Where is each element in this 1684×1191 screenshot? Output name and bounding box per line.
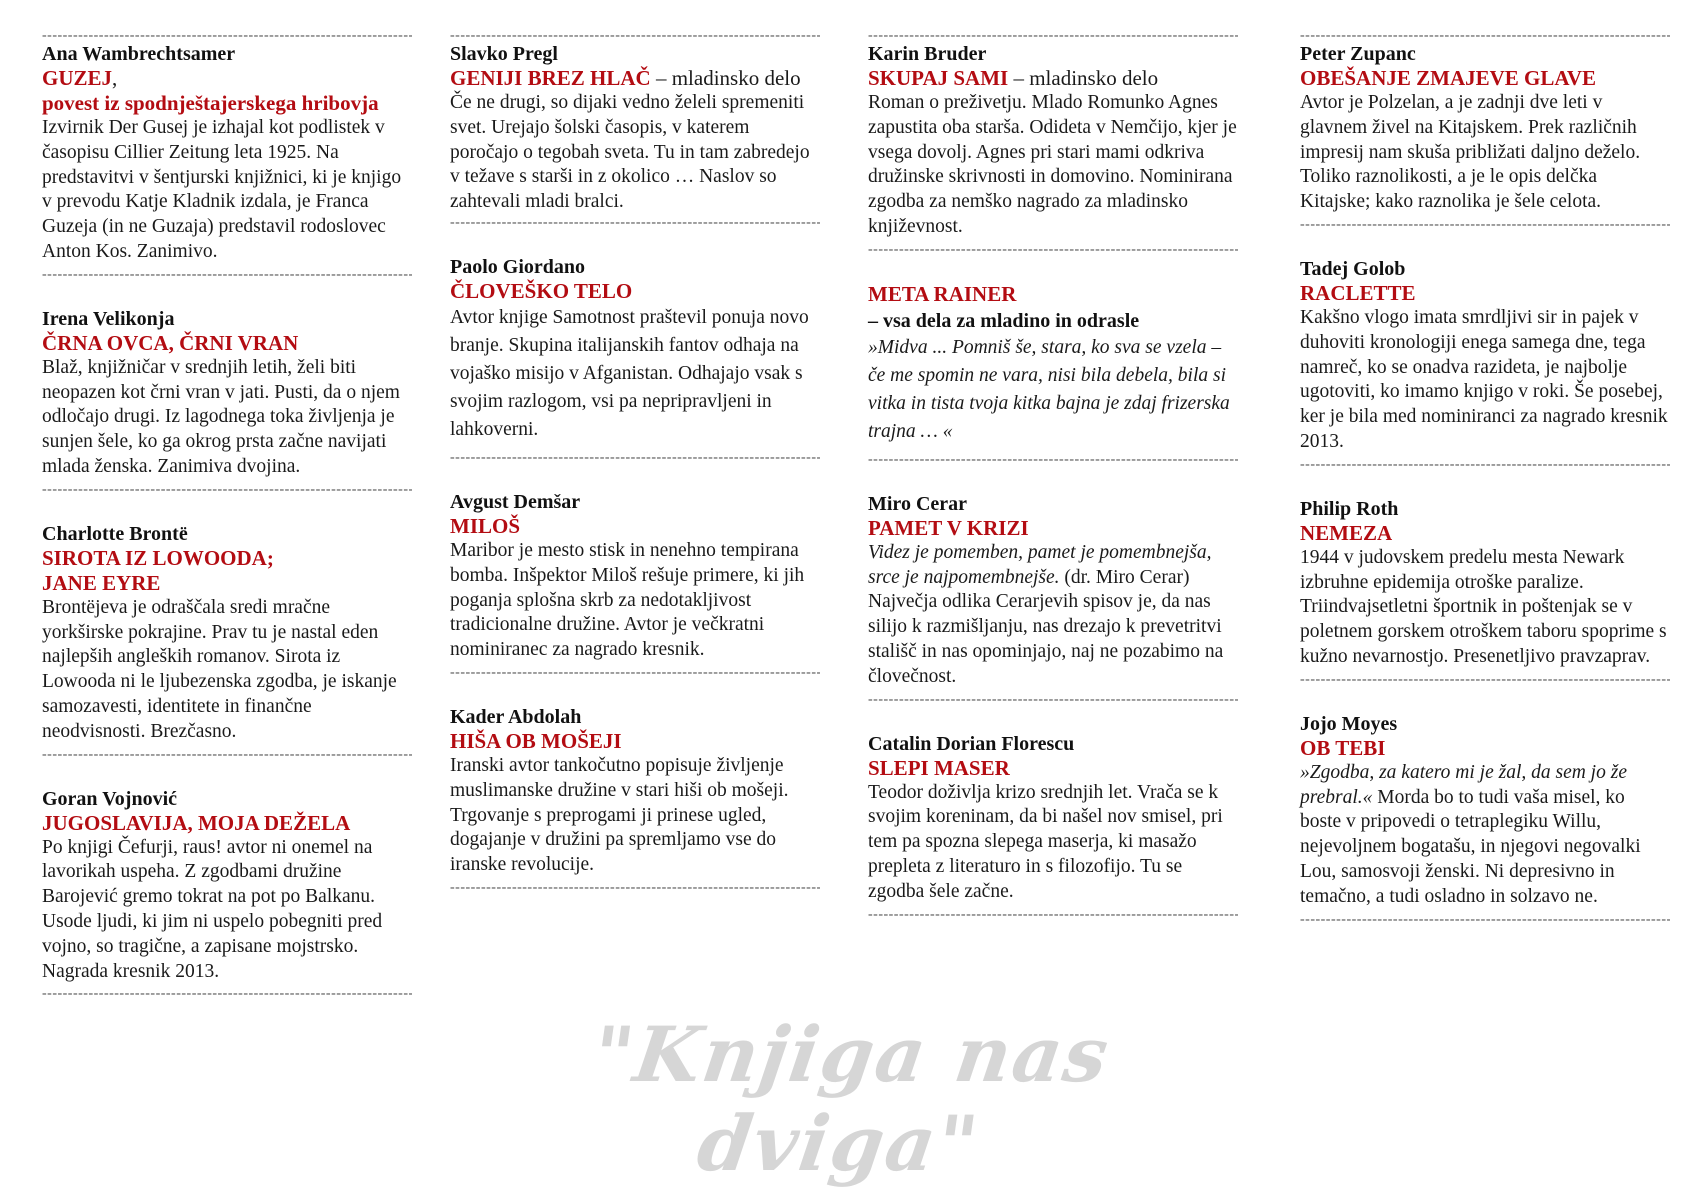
dashed-divider	[42, 988, 412, 1000]
dashed-divider	[450, 30, 820, 42]
spacer	[42, 761, 412, 787]
book-subtitle: povest iz spodnještajerskega hribovja	[42, 91, 379, 115]
book-description: 1944 v judovskem predelu mesta Newark izbruhne epidemija otroške paralize. Triindvajsetletni športnik in poštenjak se v poletnem gorskem otroškem taboru spoprime s kužno nevarnostjo. Presenetljivo pravzaprav.	[1300, 546, 1667, 667]
book-title: SIROTA IZ LOWOODA;	[42, 545, 274, 570]
book-author: Jojo Moyes	[1300, 712, 1398, 735]
dashed-divider	[42, 484, 412, 496]
dashed-divider	[868, 909, 1238, 921]
book-title: PAMET V KRIZI	[868, 515, 1029, 540]
book-author: Philip Roth	[1300, 497, 1399, 520]
book-author: Tadej Golob	[1300, 257, 1406, 280]
book-title	[450, 66, 820, 91]
book-entry	[1300, 497, 1670, 670]
book-title-text: GUZEJ	[42, 66, 113, 90]
dashed-divider	[1300, 674, 1670, 686]
book-title: ČLOVEŠKO TELO	[450, 278, 633, 303]
book-entry	[868, 732, 1238, 905]
book-title: OBEŠANJE ZMAJEVE GLAVE	[1300, 66, 1597, 90]
book-description: Brontëjeva je odraščala sredi mračne yorkširske pokrajine. Prav tu je nastal eden najlepših angleških romanov. Sirota iz Lowooda ni le ljubezenska zgodba, je iskanje samozavesti, identitete in finančne neodvisnosti. Brezčasno.	[42, 596, 397, 742]
book-entry	[450, 255, 820, 444]
book-entry	[450, 42, 820, 215]
book-description-text: Morda bo to tudi vaša misel, ko boste v pripovedi o tetraplegiku Willu, nejevoljnem bogatašu, in njegovi negovalki Lou, samosvoji ženski. Ni depresivno in temačno, a tudi osladno in solzavo ne.	[1300, 786, 1641, 907]
book-genre: – mladinsko delo	[650, 66, 801, 90]
book-entry	[868, 42, 1238, 240]
book-description: Blaž, knjižničar v srednjih letih, želi biti neopazen kot črni vran v jati. Pusti, da o njem odločajo drugi. Iz lagodnega toka življenja je sunjen šele, ko ga okrog prsta začne navijati mlada ženska. Zanimiva dvojina.	[42, 356, 400, 477]
book-description: Iranski avtor tankočutno popisuje življenje muslimanske družine v stari hiši ob mošeji. Trgovanje s preprogami ji prinese ugled, dogajanje v družini pa spremljamo vse do iranske revolucije.	[450, 754, 789, 876]
book-author: Avgust Demšar	[450, 490, 581, 513]
spacer	[1300, 686, 1670, 712]
book-description	[868, 541, 1238, 690]
book-title-text: GENIJI BREZ HLAČ	[450, 66, 651, 90]
book-title: ČRNA OVCA, ČRNI VRAN	[42, 330, 299, 355]
book-entry	[868, 282, 1238, 446]
slogan-watermark: "Knjiga nas dviga"	[587, 1010, 1116, 1188]
spacer	[42, 281, 412, 307]
dashed-divider	[450, 452, 820, 464]
column-4	[1300, 30, 1670, 926]
dashed-divider	[868, 30, 1238, 42]
book-author: Peter Zupanc	[1300, 43, 1416, 65]
book-description: Maribor je mesto stisk in nenehno tempirana bomba. Inšpektor Miloš rešuje primere, ki jih poganja splošna skrb za nedotakljivost tradicionalne družine. Avtor je večkratni nominiranec za nagrado kresnik.	[450, 539, 805, 661]
book-author: Karin Bruder	[868, 43, 987, 65]
book-entry	[450, 490, 820, 663]
book-author: Goran Vojnović	[42, 787, 178, 810]
dashed-divider	[450, 882, 820, 894]
book-title: MILOŠ	[450, 513, 521, 538]
book-title	[868, 66, 1238, 91]
book-author: Slavko Pregl	[450, 43, 558, 65]
column-2	[450, 30, 820, 894]
book-title-comma: ,	[112, 66, 118, 90]
spacer	[868, 706, 1238, 732]
column-3	[868, 30, 1238, 921]
book-author: Charlotte Brontë	[42, 522, 188, 545]
book-description: Roman o preživetju. Mlado Romunko Agnes zapustita oba starša. Odideta v Nemčijo, kjer je vsega dovolj. Agnes pri stari mami odkriva družinske skrivnosti in domovino. Nominirana zgodba za nemško nagrado za mladinsko književnost.	[868, 92, 1237, 237]
book-description: Po knjigi Čefurji, raus! avtor ni onemel na lavorikah uspeha. Z zgodbami družine Barojević gremo tokrat na pot po Balkanu. Usode ljudi, ki jim ni uspelo pobegniti pred vojno, so tragične, a zapisane mojstrsko. Nagrada kresnik 2013.	[42, 836, 383, 982]
dashed-divider	[868, 454, 1238, 466]
spacer	[868, 466, 1238, 492]
book-author: Ana Wambrechtsamer	[42, 43, 236, 65]
book-author: Irena Velikonja	[42, 307, 175, 330]
dashed-divider	[42, 269, 412, 281]
book-title	[42, 66, 412, 91]
book-title: RACLETTE	[1300, 280, 1416, 305]
book-description: Teodor doživlja krizo srednjih let. Vrača se k svojim koreninam, da bi našel nov smisel, pri tem pa spozna slepega maserja, ki masažo prepleta z literaturo in s filozofijo. Tu se zgodba šele začne.	[868, 781, 1223, 902]
book-title: NEMEZA	[1300, 520, 1393, 545]
spacer	[450, 679, 820, 705]
poem-quote: »Midva ... Pomniš še, stara, ko sva se vzela – če me spomin ne vara, nisi bila debela, bila si vitka in tista tvoja kitka bajna je zdaj frizerska trajna … «	[868, 336, 1230, 442]
book-quote: Videz je pomemben, pamet je pomembnejša, srce je najpomembnejše.	[868, 541, 1212, 588]
book-genre: – mladinsko delo	[1008, 66, 1159, 90]
column-1	[42, 30, 412, 1000]
dashed-divider	[1300, 219, 1670, 231]
book-entry	[42, 42, 412, 265]
book-description	[1300, 761, 1670, 910]
book-author: Miro Cerar	[868, 492, 968, 515]
book-entry	[42, 522, 412, 745]
book-author: Kader Abdolah	[450, 705, 582, 728]
book-title-text: SKUPAJ SAMI	[868, 66, 1009, 90]
dashed-divider	[450, 667, 820, 679]
book-title: HIŠA OB MOŠEJI	[450, 728, 622, 753]
dashed-divider	[868, 244, 1238, 256]
book-description: Izvirnik Der Gusej je izhajal kot podlistek v časopisu Cillier Zeitung leta 1925. Na predstavitvi v šentjurski knjižnici, ki je knjigo v prevodu Katje Kladnik izdala, je Franca Guzeja (in ne Guzaja) predstavil rodoslovec Anton Kos. Zanimivo.	[42, 117, 402, 262]
book-entry	[1300, 42, 1670, 215]
spacer	[1300, 471, 1670, 497]
book-entry	[450, 705, 820, 878]
book-entry	[1300, 712, 1670, 910]
book-entry	[42, 787, 412, 985]
dashed-divider	[868, 694, 1238, 706]
spacer	[1300, 231, 1670, 257]
book-description: Avtor je Polzelan, a je zadnji dve leti v glavnem živel na Kitajskem. Prek različnih impresij nam skuša približati daljno deželo. Toliko raznolikosti, a je le opis delčka Kitajske; kako raznolika je šele celota.	[1300, 92, 1641, 213]
book-quote: »Zgodba, za katero mi je žal, da sem jo že prebral.«	[1300, 761, 1627, 808]
book-entry	[1300, 257, 1670, 455]
book-description: Če ne drugi, so dijaki vedno želeli spremeniti svet. Urejajo šolski časopis, v katerem poročajo o tegobah sveta. Tu in tam zabredejo v težave s starši in z okolico … Naslov so zahtevali mladi bralci.	[450, 92, 810, 213]
book-title: OB TEBI	[1300, 735, 1386, 760]
book-description-text: (dr. Miro Cerar) Največja odlika Cerarjevih spisov je, da nas silijo k razmišljanju, nas drezajo k prevetritvi stališč in nas opominjajo, naj ne pozabimo na človečnost.	[868, 566, 1224, 687]
dashed-divider	[1300, 459, 1670, 471]
spacer	[42, 496, 412, 522]
spacer	[868, 256, 1238, 282]
dashed-divider	[1300, 30, 1670, 42]
featured-author-title: META RAINER	[868, 281, 1017, 306]
spacer	[450, 229, 820, 255]
book-description: Kakšno vlogo imata smrdljivi sir in pajek v duhoviti kronologiji enega samega dne, tega namreč, ko se onadva razideta, je najbolje ugotoviti, ko imamo knjigo v roki. Še posebej, ker je bila med nominiranci za nagrado kresnik 2013.	[1300, 306, 1668, 452]
dashed-divider	[42, 749, 412, 761]
book-title-line2: JANE EYRE	[42, 570, 161, 595]
spacer	[450, 464, 820, 490]
dashed-divider	[1300, 914, 1670, 926]
book-entry	[868, 492, 1238, 690]
featured-subtitle: – vsa dela za mladino in odrasle	[868, 309, 1140, 332]
book-title: JUGOSLAVIJA, MOJA DEŽELA	[42, 810, 351, 835]
book-title: SLEPI MASER	[868, 755, 1010, 780]
book-author: Catalin Dorian Florescu	[868, 732, 1075, 755]
dashed-divider	[450, 217, 820, 229]
book-description: Avtor knjige Samotnost praštevil ponuja novo branje. Skupina italijanskih fantov odhaja na vojaško misijo v Afganistan. Odhajajo vsak s svojim razlogom, vsi pa nepripravljeni in lahkoverni.	[450, 306, 809, 440]
dashed-divider	[42, 30, 412, 42]
book-entry	[42, 307, 412, 480]
book-author: Paolo Giordano	[450, 255, 586, 278]
